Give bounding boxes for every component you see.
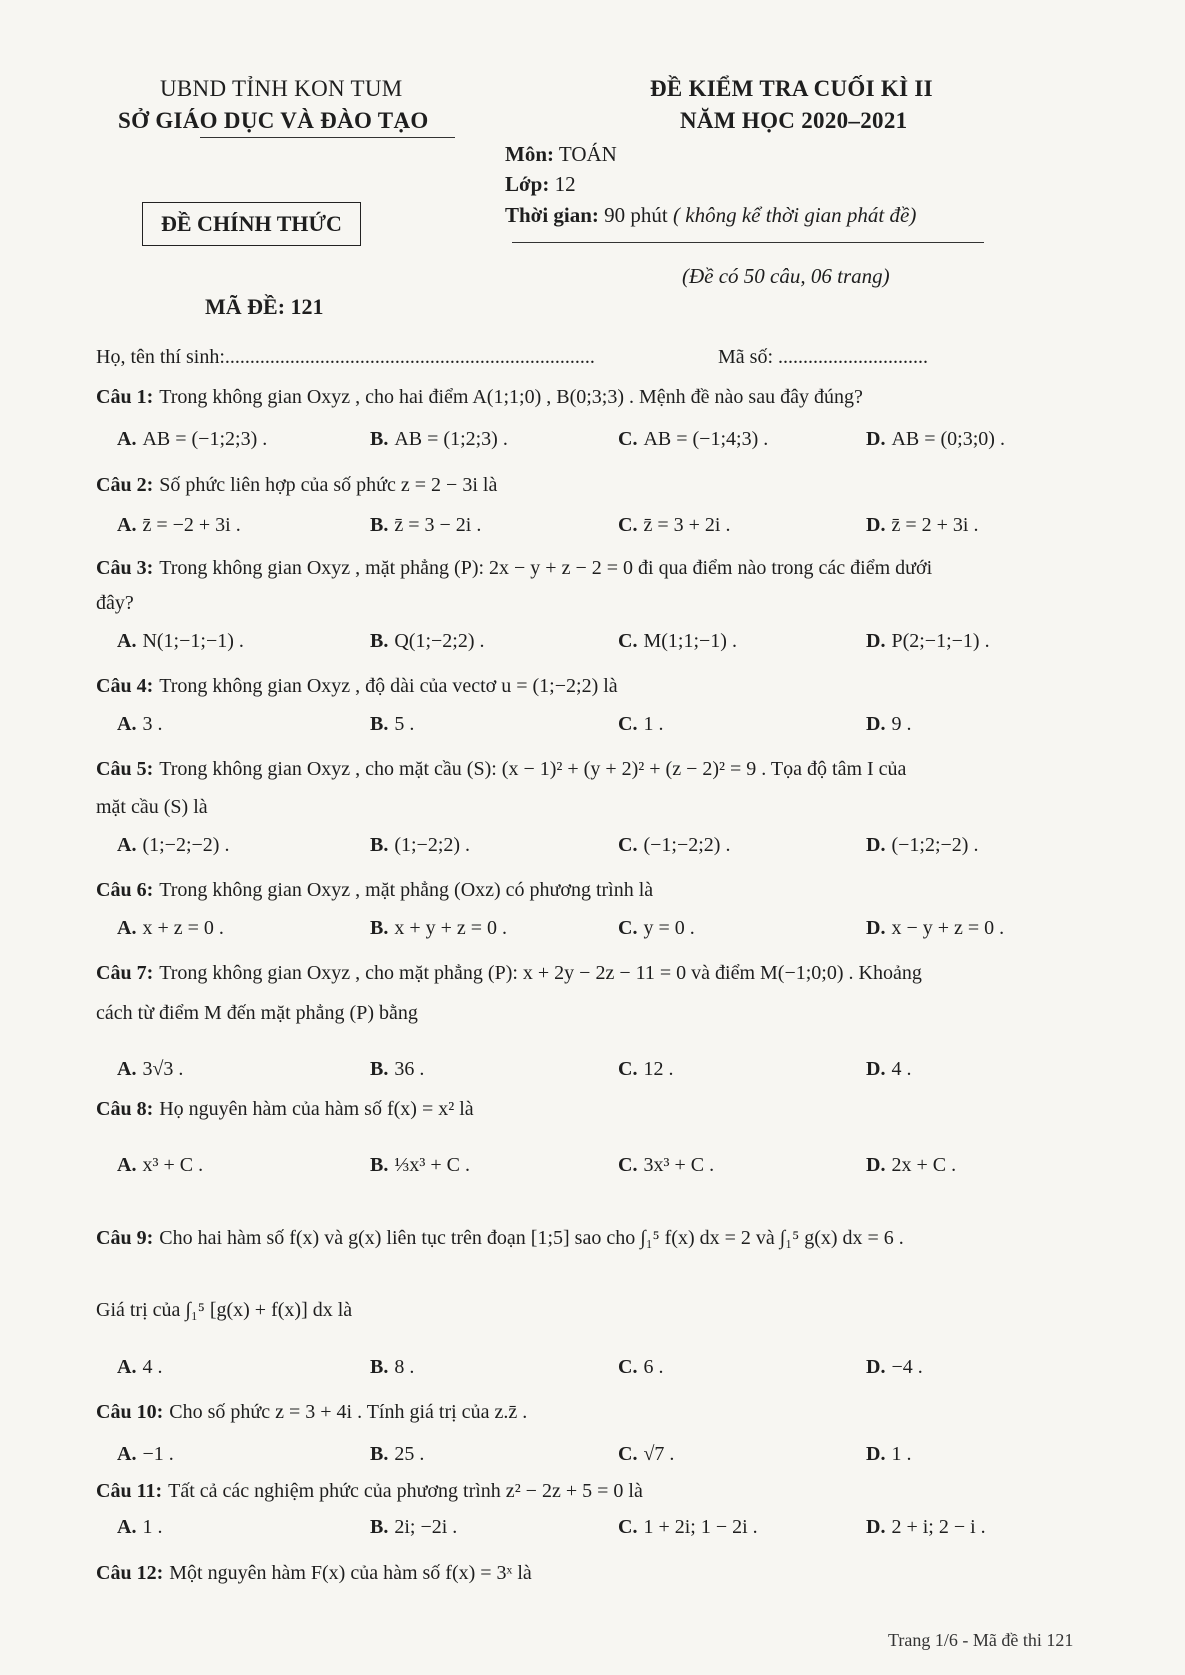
- question-number: Câu 10:: [96, 1401, 164, 1423]
- question-number: Câu 5:: [96, 758, 154, 780]
- answer-option: [866, 1356, 923, 1379]
- answer-option: [117, 1058, 183, 1081]
- option-text: 36 .: [394, 1058, 425, 1080]
- answer-option: [866, 834, 978, 857]
- candidate-name-line: Họ, tên thí sinh:..........................................................................: [96, 346, 595, 368]
- option-letter: C.: [618, 1154, 638, 1176]
- option-text: AB = (−1;4;3) .: [643, 428, 769, 450]
- option-text: 2 + i; 2 − i .: [891, 1516, 986, 1538]
- option-text: AB = (1;2;3) .: [394, 428, 508, 450]
- answer-option: [117, 834, 229, 857]
- answer-option: [866, 514, 978, 537]
- time-line: [505, 203, 916, 228]
- answer-option: [370, 834, 470, 857]
- answer-option: [370, 428, 508, 451]
- option-letter: C.: [618, 1356, 638, 1378]
- question-10: [96, 1399, 527, 1425]
- option-text: 3√3 .: [142, 1058, 184, 1080]
- question-number: Câu 12:: [96, 1562, 164, 1584]
- question-text: Trong không gian Oxyz , mặt phẳng (Oxz) có phương trình là: [159, 879, 654, 901]
- option-text: 1 + 2i; 1 − 2i .: [643, 1516, 758, 1538]
- answer-option: [370, 1443, 424, 1466]
- question-6: [96, 877, 653, 903]
- header-department-text: SỞ GIÁO DỤC VÀ ĐÀO TẠO: [118, 108, 429, 133]
- option-letter: A.: [117, 1058, 137, 1080]
- option-text: 12 .: [643, 1058, 674, 1080]
- grade-line: [505, 172, 576, 197]
- header-school-year: NĂM HỌC 2020–2021: [680, 108, 908, 133]
- header-underline: [200, 137, 455, 138]
- option-text: Q(1;−2;2) .: [394, 630, 485, 652]
- answer-option: [370, 917, 507, 940]
- answer-option: [370, 514, 481, 537]
- option-letter: D.: [866, 713, 886, 735]
- option-letter: C.: [618, 1058, 638, 1080]
- option-letter: D.: [866, 1516, 886, 1538]
- subject-label: Môn:: [505, 142, 554, 166]
- option-text: −4 .: [891, 1356, 923, 1378]
- question-number: Câu 6:: [96, 879, 154, 901]
- answer-option: [866, 1516, 986, 1539]
- option-letter: D.: [866, 428, 886, 450]
- subject-line: [505, 142, 617, 167]
- option-text: (1;−2;−2) .: [142, 834, 230, 856]
- option-letter: B.: [370, 1516, 389, 1538]
- option-letter: C.: [618, 1516, 638, 1538]
- subject-value: TOÁN: [558, 142, 617, 166]
- option-letter: B.: [370, 834, 389, 856]
- option-letter: B.: [370, 514, 389, 536]
- page-footer: Trang 1/6 - Mã đề thi 121: [888, 1630, 1074, 1650]
- question-number: Câu 2:: [96, 474, 154, 496]
- option-letter: A.: [117, 713, 137, 735]
- option-text: y = 0 .: [643, 917, 695, 939]
- option-text: −1 .: [142, 1443, 174, 1465]
- option-text: ⅓x³ + C .: [394, 1154, 470, 1176]
- option-text: 2x + C .: [891, 1154, 957, 1176]
- question-number: Câu 11:: [96, 1480, 163, 1502]
- answer-option: [866, 917, 1004, 940]
- question-text: Họ nguyên hàm của hàm số f(x) = x² là: [159, 1098, 474, 1120]
- answer-option: [866, 1058, 911, 1081]
- option-letter: A.: [117, 428, 137, 450]
- option-text: 25 .: [394, 1443, 425, 1465]
- option-text: 4 .: [891, 1058, 912, 1080]
- option-letter: B.: [370, 1356, 389, 1378]
- question-8: [96, 1096, 474, 1122]
- option-text: 1 .: [142, 1516, 163, 1538]
- question-text-continued: Giá trị của ∫₁⁵ [g(x) + f(x)] dx là: [96, 1299, 353, 1321]
- answer-option: [618, 1516, 758, 1539]
- option-text: 1 .: [891, 1443, 912, 1465]
- time-note: ( không kể thời gian phát đề): [673, 203, 917, 227]
- question-2: [96, 472, 497, 498]
- option-text: z̄ = 3 − 2i .: [394, 514, 482, 536]
- meta-underline: [512, 242, 984, 243]
- pages-note: (Đề có 50 câu, 06 trang): [682, 264, 890, 288]
- option-letter: A.: [117, 834, 137, 856]
- question-12: [96, 1560, 532, 1586]
- answer-option: [618, 917, 695, 940]
- option-text: z̄ = −2 + 3i .: [142, 514, 241, 536]
- header-department: [118, 108, 429, 134]
- answer-option: [618, 834, 730, 857]
- option-letter: C.: [618, 428, 638, 450]
- question-7: [96, 960, 922, 986]
- answer-option: [117, 630, 244, 653]
- option-text: 9 .: [891, 713, 912, 735]
- option-letter: B.: [370, 428, 389, 450]
- option-text: z̄ = 3 + 2i .: [643, 514, 731, 536]
- question-number: Câu 9:: [96, 1227, 154, 1249]
- option-text: AB = (0;3;0) .: [891, 428, 1005, 450]
- time-label: Thời gian:: [505, 203, 599, 227]
- option-text: (−1;−2;2) .: [643, 834, 731, 856]
- option-letter: A.: [117, 1154, 137, 1176]
- question-number: Câu 7:: [96, 962, 154, 984]
- option-letter: C.: [618, 1443, 638, 1465]
- option-text: 6 .: [643, 1356, 664, 1378]
- option-letter: A.: [117, 1516, 137, 1538]
- question-11: [96, 1478, 643, 1504]
- answer-option: [370, 630, 485, 653]
- question-text: Cho hai hàm số f(x) và g(x) liên tục trên đoạn [1;5] sao cho ∫₁⁵ f(x) dx = 2 và ∫₁⁵ g(x) dx = 6 .: [159, 1227, 904, 1249]
- answer-option: [117, 428, 267, 451]
- option-letter: D.: [866, 630, 886, 652]
- grade-label: Lớp:: [505, 172, 550, 196]
- answer-option: [370, 1058, 424, 1081]
- option-text: 4 .: [142, 1356, 163, 1378]
- option-text: AB = (−1;2;3) .: [142, 428, 268, 450]
- option-letter: B.: [370, 1443, 389, 1465]
- answer-option: [866, 1443, 911, 1466]
- option-letter: D.: [866, 1443, 886, 1465]
- option-text: z̄ = 2 + 3i .: [891, 514, 979, 536]
- answer-option: [117, 1443, 174, 1466]
- exam-code: MÃ ĐỀ: 121: [205, 294, 324, 319]
- answer-option: [618, 1058, 673, 1081]
- option-letter: D.: [866, 834, 886, 856]
- option-text: (−1;2;−2) .: [891, 834, 979, 856]
- answer-option: [618, 1443, 674, 1466]
- grade-value: 12: [554, 172, 576, 196]
- question-text: Một nguyên hàm F(x) của hàm số f(x) = 3ˣ là: [169, 1562, 532, 1584]
- option-letter: A.: [117, 1443, 137, 1465]
- question-text: Trong không gian Oxyz , cho mặt phẳng (P): x + 2y − 2z − 11 = 0 và điểm M(−1;0;0) . Khoảng: [159, 962, 922, 984]
- option-letter: C.: [618, 713, 638, 735]
- official-badge: ĐỀ CHÍNH THỨC: [142, 202, 361, 246]
- header-authority: UBND TỈNH KON TUM: [160, 76, 403, 101]
- question-1: [96, 384, 863, 410]
- option-letter: B.: [370, 1058, 389, 1080]
- option-text: 3x³ + C .: [643, 1154, 715, 1176]
- option-text: 1 .: [643, 713, 664, 735]
- option-letter: A.: [117, 1356, 137, 1378]
- option-text: 2i; −2i .: [394, 1516, 458, 1538]
- question-text-continued: cách từ điểm M đến mặt phẳng (P) bằng: [96, 1002, 418, 1024]
- option-text: 8 .: [394, 1356, 415, 1378]
- answer-option: [866, 713, 911, 736]
- option-letter: A.: [117, 917, 137, 939]
- option-text: (1;−2;2) .: [394, 834, 471, 856]
- option-letter: B.: [370, 1154, 389, 1176]
- option-letter: B.: [370, 713, 389, 735]
- option-letter: D.: [866, 1154, 886, 1176]
- header-exam-title: ĐỀ KIỂM TRA CUỐI KÌ II: [650, 76, 933, 101]
- question-text: Tất cả các nghiệm phức của phương trình z² − 2z + 5 = 0 là: [168, 1480, 643, 1502]
- option-letter: A.: [117, 630, 137, 652]
- question-number: Câu 3:: [96, 557, 154, 579]
- answer-option: [117, 917, 224, 940]
- question-text: Cho số phức z = 3 + 4i . Tính giá trị của z.z̄ .: [169, 1401, 528, 1423]
- option-text: 5 .: [394, 713, 415, 735]
- option-text: x − y + z = 0 .: [891, 917, 1005, 939]
- option-text: x + z = 0 .: [142, 917, 224, 939]
- question-text: Trong không gian Oxyz , cho mặt cầu (S): (x − 1)² + (y + 2)² + (z − 2)² = 9 . Tọa độ tâm I của: [159, 758, 907, 780]
- answer-option: [117, 713, 162, 736]
- question-text: Trong không gian Oxyz , mặt phẳng (P): 2x − y + z − 2 = 0 đi qua điểm nào trong các điểm dưới: [159, 557, 933, 579]
- option-text: √7 .: [643, 1443, 675, 1465]
- option-letter: C.: [618, 514, 638, 536]
- answer-option: [618, 630, 737, 653]
- answer-option: [618, 1356, 663, 1379]
- answer-option: [370, 1356, 414, 1379]
- answer-option: [370, 713, 414, 736]
- option-letter: D.: [866, 917, 886, 939]
- answer-option: [370, 1516, 457, 1539]
- answer-option: [370, 1154, 470, 1177]
- question-number: Câu 8:: [96, 1098, 154, 1120]
- option-text: M(1;1;−1) .: [643, 630, 737, 652]
- option-text: x + y + z = 0 .: [394, 917, 508, 939]
- option-text: x³ + C .: [142, 1154, 204, 1176]
- option-letter: C.: [618, 917, 638, 939]
- option-letter: A.: [117, 514, 137, 536]
- question-text: Trong không gian Oxyz , độ dài của vectơ u = (1;−2;2) là: [159, 675, 618, 697]
- option-text: N(1;−1;−1) .: [142, 630, 244, 652]
- option-letter: C.: [618, 834, 638, 856]
- option-text: P(2;−1;−1) .: [891, 630, 990, 652]
- answer-option: [618, 713, 663, 736]
- question-text: Số phức liên hợp của số phức z = 2 − 3i là: [159, 474, 498, 496]
- answer-option: [117, 1516, 162, 1539]
- question-text-continued: mặt cầu (S) là: [96, 796, 208, 818]
- option-letter: D.: [866, 1356, 886, 1378]
- answer-option: [618, 1154, 714, 1177]
- candidate-id-line: Mã số: ..............................: [718, 346, 928, 368]
- answer-option: [117, 1154, 203, 1177]
- question-number: Câu 1:: [96, 386, 154, 408]
- question-4: [96, 673, 618, 699]
- answer-option: [866, 1154, 956, 1177]
- answer-option: [866, 630, 990, 653]
- question-number: Câu 4:: [96, 675, 154, 697]
- option-letter: B.: [370, 917, 389, 939]
- question-9: [96, 1225, 904, 1251]
- question-text-continued: đây?: [96, 592, 134, 614]
- answer-option: [866, 428, 1005, 451]
- answer-option: [117, 514, 241, 537]
- option-text: 3 .: [142, 713, 163, 735]
- answer-option: [618, 514, 730, 537]
- time-value: 90 phút: [604, 203, 668, 227]
- option-letter: B.: [370, 630, 389, 652]
- option-letter: D.: [866, 514, 886, 536]
- option-letter: D.: [866, 1058, 886, 1080]
- question-text: Trong không gian Oxyz , cho hai điểm A(1;1;0) , B(0;3;3) . Mệnh đề nào sau đây đúng?: [159, 386, 863, 408]
- question-3: [96, 555, 932, 581]
- option-letter: C.: [618, 630, 638, 652]
- answer-option: [618, 428, 768, 451]
- answer-option: [117, 1356, 162, 1379]
- question-5: [96, 756, 906, 782]
